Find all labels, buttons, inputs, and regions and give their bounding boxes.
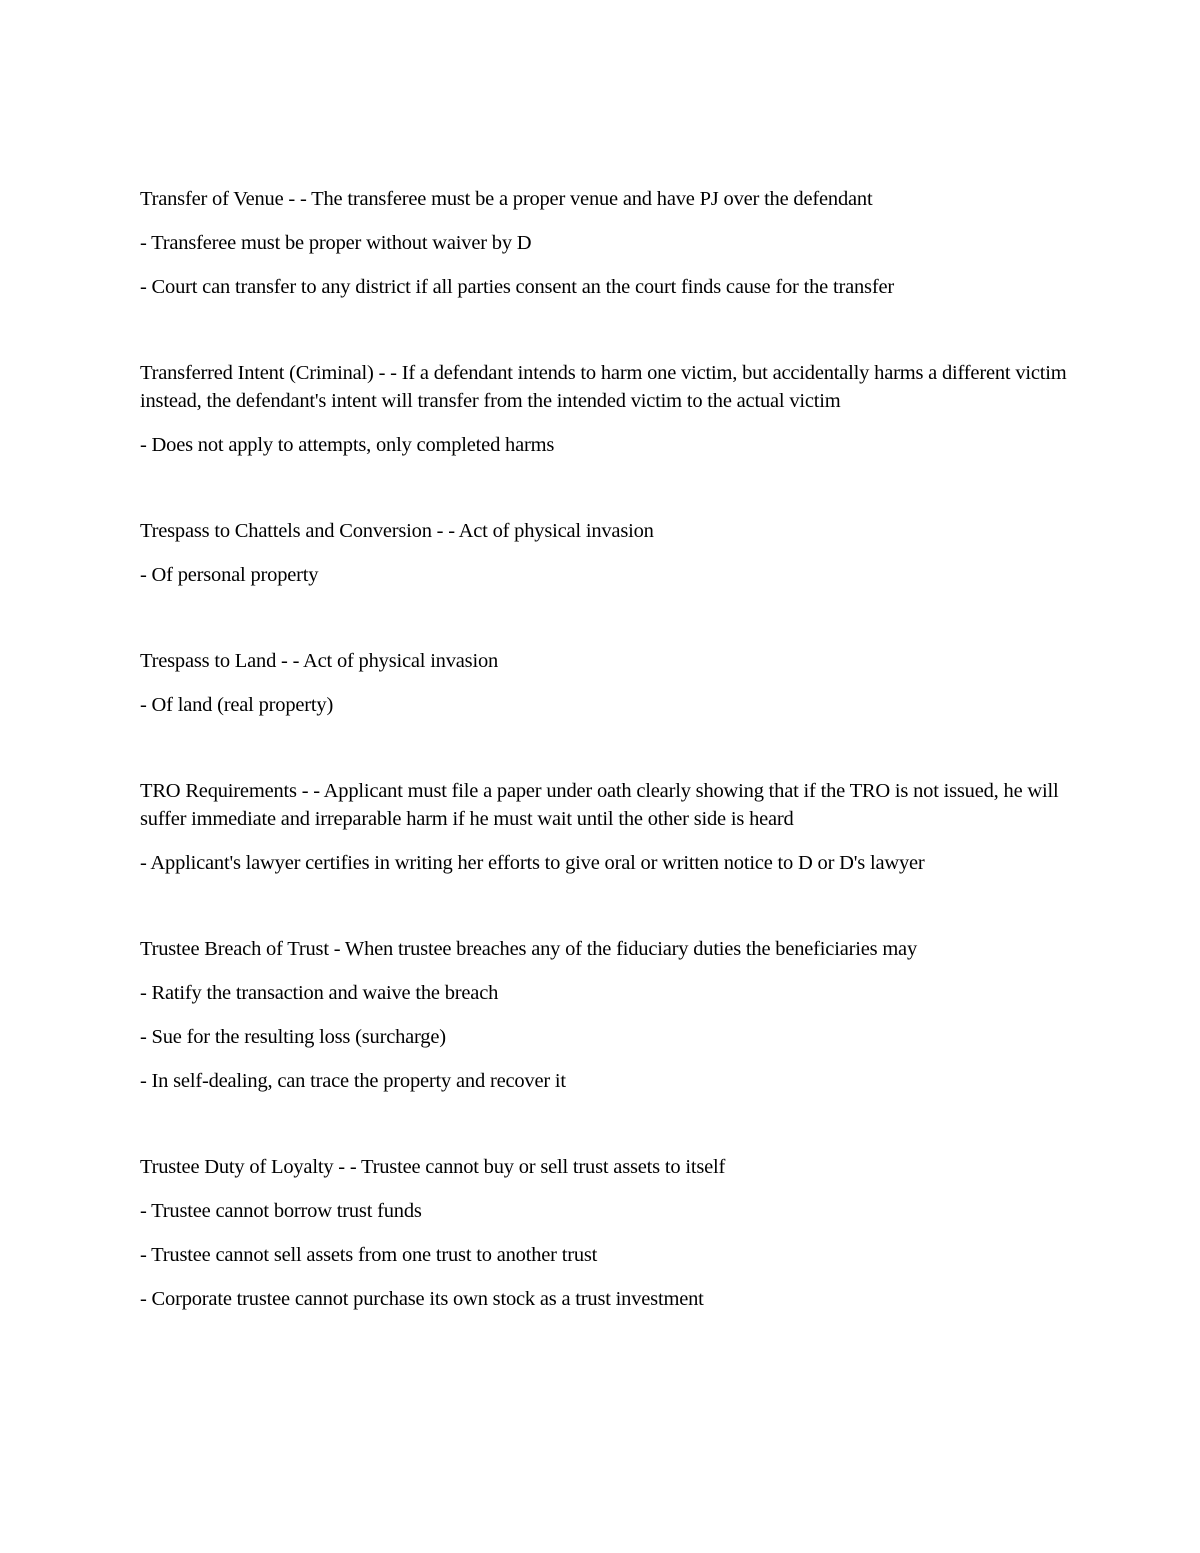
entry-trustee-duty-of-loyalty xyxy=(140,1153,1070,1313)
entry-point: - Of personal property xyxy=(140,564,319,586)
entry-point: - Sue for the resulting loss (surcharge) xyxy=(140,1026,446,1048)
entry-point: - Transferee must be proper without waiver by D xyxy=(140,232,532,254)
entry-point: - Of land (real property) xyxy=(140,694,334,716)
entry-heading: Transfer of Venue - - The transferee must be a proper venue and have PJ over the defendant xyxy=(140,188,873,210)
entry-point: - Ratify the transaction and waive the breach xyxy=(140,982,499,1004)
entry-heading: TRO Requirements - - Applicant must file a paper under oath clearly showing that if the TRO is not issued, he will suffer immediate and irreparable harm if he must wait until the other side is heard xyxy=(140,780,1059,830)
entry-heading: Trustee Breach of Trust - When trustee breaches any of the fiduciary duties the beneficiaries may xyxy=(140,938,918,960)
entry-trustee-breach-of-trust xyxy=(140,935,1070,1095)
entry-trespass-to-chattels xyxy=(140,517,1070,589)
entry-point: - Does not apply to attempts, only completed harms xyxy=(140,434,555,456)
entry-trespass-to-land xyxy=(140,647,1070,719)
entry-tro-requirements xyxy=(140,777,1070,877)
entry-heading: Transferred Intent (Criminal) - - If a defendant intends to harm one victim, but accidentally harms a different victim instead, the defendant's intent will transfer from the intended victim to the actual victim xyxy=(140,362,1067,412)
entry-heading: Trespass to Chattels and Conversion - - Act of physical invasion xyxy=(140,520,654,542)
entry-point: - Trustee cannot sell assets from one trust to another trust xyxy=(140,1244,598,1266)
entry-transferred-intent xyxy=(140,359,1070,459)
entry-transfer-of-venue xyxy=(140,185,1070,301)
entry-heading: Trustee Duty of Loyalty - - Trustee cannot buy or sell trust assets to itself xyxy=(140,1156,726,1178)
entry-point: - Trustee cannot borrow trust funds xyxy=(140,1200,422,1222)
document-page xyxy=(140,185,1070,1371)
entry-point: - Applicant's lawyer certifies in writing her efforts to give oral or written notice to D or D's lawyer xyxy=(140,852,925,874)
entry-point: - Corporate trustee cannot purchase its own stock as a trust investment xyxy=(140,1288,704,1310)
entry-heading: Trespass to Land - - Act of physical invasion xyxy=(140,650,499,672)
entry-point: - Court can transfer to any district if all parties consent an the court finds cause for the transfer xyxy=(140,276,894,298)
entry-point: - In self-dealing, can trace the property and recover it xyxy=(140,1070,566,1092)
